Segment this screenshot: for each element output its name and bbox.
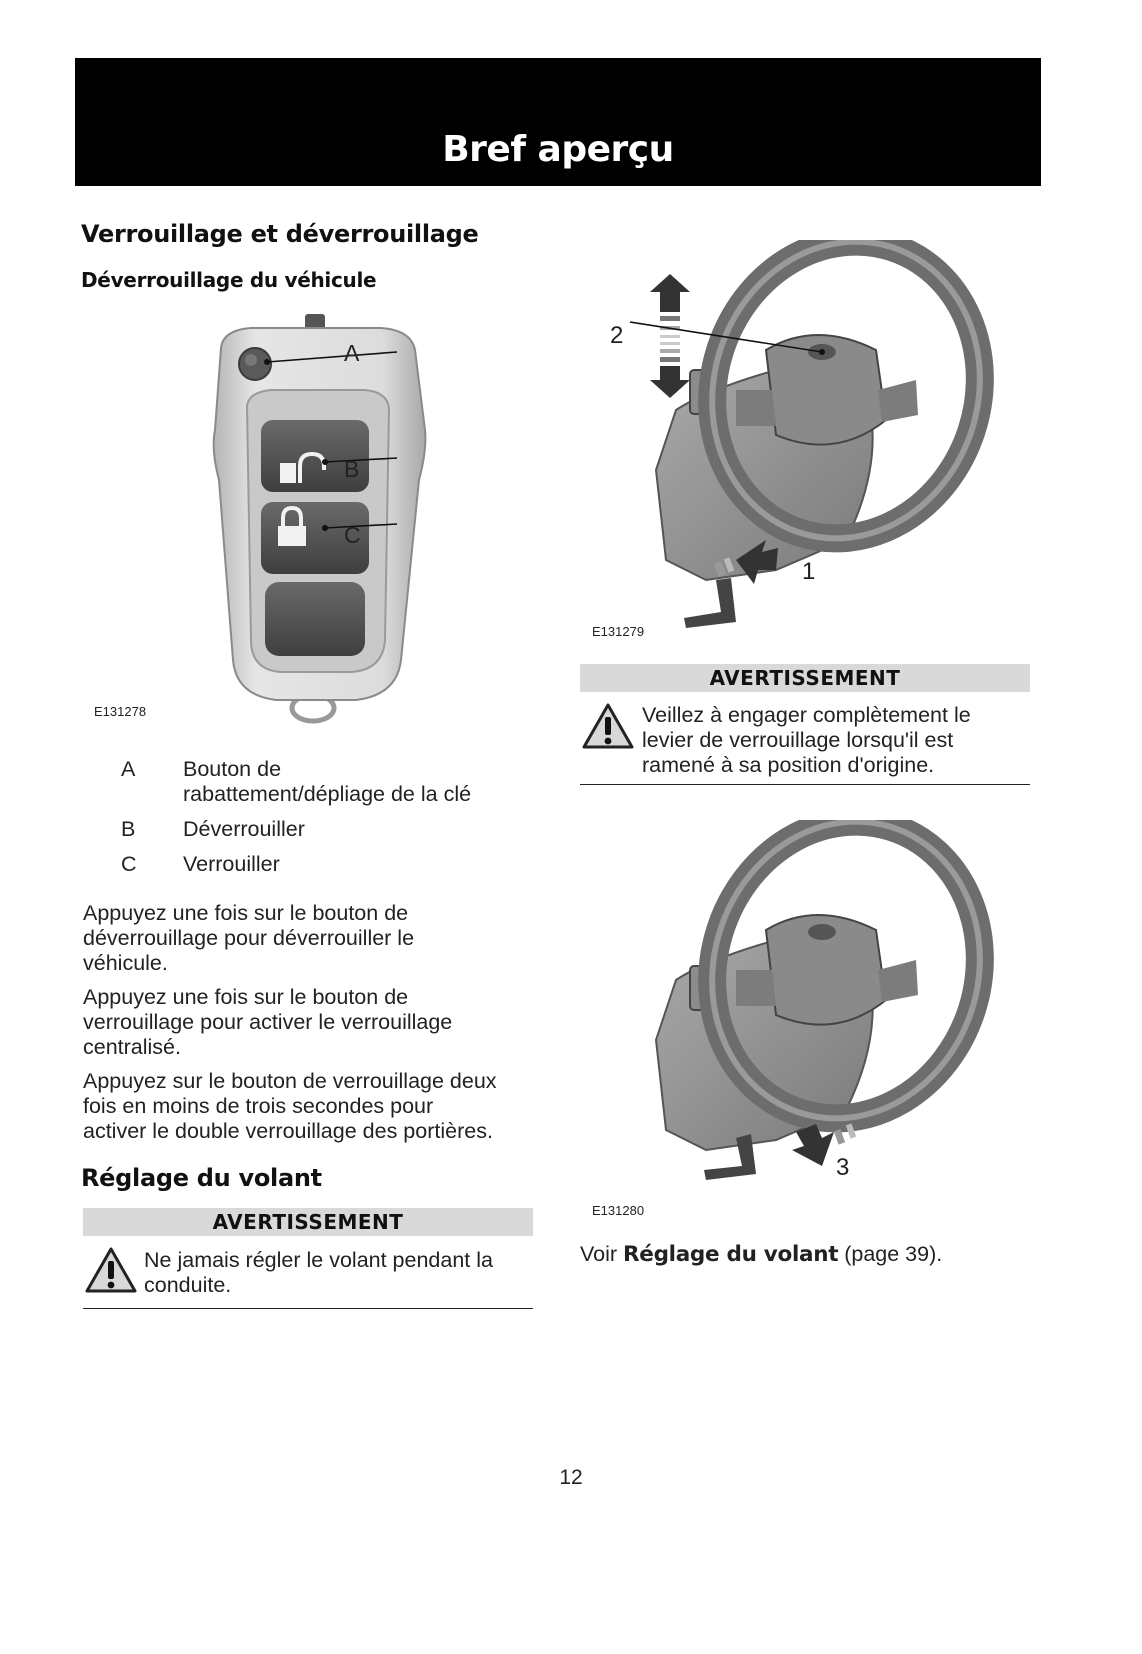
key-item-text: Bouton de (183, 757, 282, 781)
fob-flip-button-highlight (245, 354, 257, 366)
chapter-header (75, 58, 1041, 186)
key-fob-figure (81, 310, 541, 730)
cross-reference (580, 1242, 942, 1267)
arrow-fade-bar (660, 316, 680, 321)
key-item-text: rabattement/dépliage de la clé (183, 782, 472, 806)
arrow-fade-bar (660, 357, 680, 362)
warning-text: levier de verrouillage lorsqu'il est (642, 728, 954, 752)
arrow-fade-bar (660, 342, 680, 345)
steering-wheel-spoke (878, 960, 918, 1002)
up-arrow-icon (650, 274, 690, 312)
key-item-letter: B (121, 817, 136, 841)
warning-triangle-icon (84, 1246, 138, 1294)
arrow-fade-bar (660, 349, 680, 353)
page-number: 12 (559, 1466, 583, 1489)
warning-heading: AVERTISSEMENT (580, 664, 1030, 692)
xref-suffix: (page 39). (838, 1242, 943, 1266)
chapter-title: Bref aperçu (442, 129, 674, 170)
steering-wheel-lock-figure (586, 820, 1046, 1190)
warning-heading: AVERTISSEMENT (83, 1208, 533, 1236)
paragraph-line: centralisé. (83, 1035, 181, 1059)
figure-code: E131278 (94, 704, 147, 719)
callout-label-2: 2 (610, 322, 624, 349)
steering-wheel-adjust-figure (586, 240, 1046, 640)
warning-triangle-icon (581, 702, 635, 750)
paragraph-line: Appuyez sur le bouton de verrouillage deux (83, 1069, 497, 1093)
paragraph-line: fois en moins de trois secondes pour (83, 1094, 434, 1118)
unlock-icon (280, 463, 296, 483)
section-title-locking: Verrouillage et déverrouillage (81, 220, 479, 248)
steering-wheel-spoke (878, 380, 918, 422)
callout-label-3: 3 (836, 1154, 850, 1181)
warning-text: Ne jamais régler le volant pendant la (144, 1248, 493, 1272)
section-title-steering: Réglage du volant (81, 1164, 322, 1192)
callout-label-c: C (344, 522, 361, 548)
figure-code: E131280 (592, 1203, 645, 1218)
paragraph-line: Appuyez une fois sur le bouton de (83, 985, 409, 1009)
steering-wheel-spoke (736, 390, 776, 426)
lock-lever (684, 578, 736, 628)
paragraph-line: activer le double verrouillage des portières. (83, 1119, 493, 1143)
steering-wheel-logo (808, 924, 836, 940)
key-item-letter: A (121, 757, 136, 781)
paragraph-line: véhicule. (83, 951, 168, 975)
paragraph-line: Appuyez une fois sur le bouton de (83, 901, 409, 925)
key-item-letter: C (121, 852, 137, 876)
paragraph-line: verrouillage pour activer le verrouillage (83, 1010, 453, 1034)
callout-label-b: B (344, 456, 360, 482)
subsection-title-unlocking: Déverrouillage du véhicule (81, 268, 377, 292)
key-item-text: Déverrouiller (183, 817, 305, 841)
warning-rule (83, 1308, 533, 1309)
key-item-text: Verrouiller (183, 852, 280, 876)
fob-third-button (265, 582, 365, 656)
warning-text: Veillez à engager complètement le (642, 703, 971, 727)
callout-dot (819, 349, 825, 355)
warning-rule (580, 784, 1030, 785)
arrow-fade-bar (660, 335, 680, 338)
paragraph-line: déverrouillage pour déverrouiller le (83, 926, 415, 950)
xref-prefix: Voir (580, 1242, 624, 1266)
warning-text: conduite. (144, 1273, 232, 1297)
xref-link[interactable]: Réglage du volant (623, 1242, 839, 1267)
callout-label-a: A (344, 340, 360, 366)
down-arrow-icon (650, 366, 690, 398)
warning-text: ramené à sa position d'origine. (642, 753, 935, 777)
figure-code: E131279 (592, 624, 645, 639)
lock-icon (278, 526, 306, 546)
steering-wheel-spoke (736, 970, 776, 1006)
callout-label-1: 1 (802, 558, 816, 585)
